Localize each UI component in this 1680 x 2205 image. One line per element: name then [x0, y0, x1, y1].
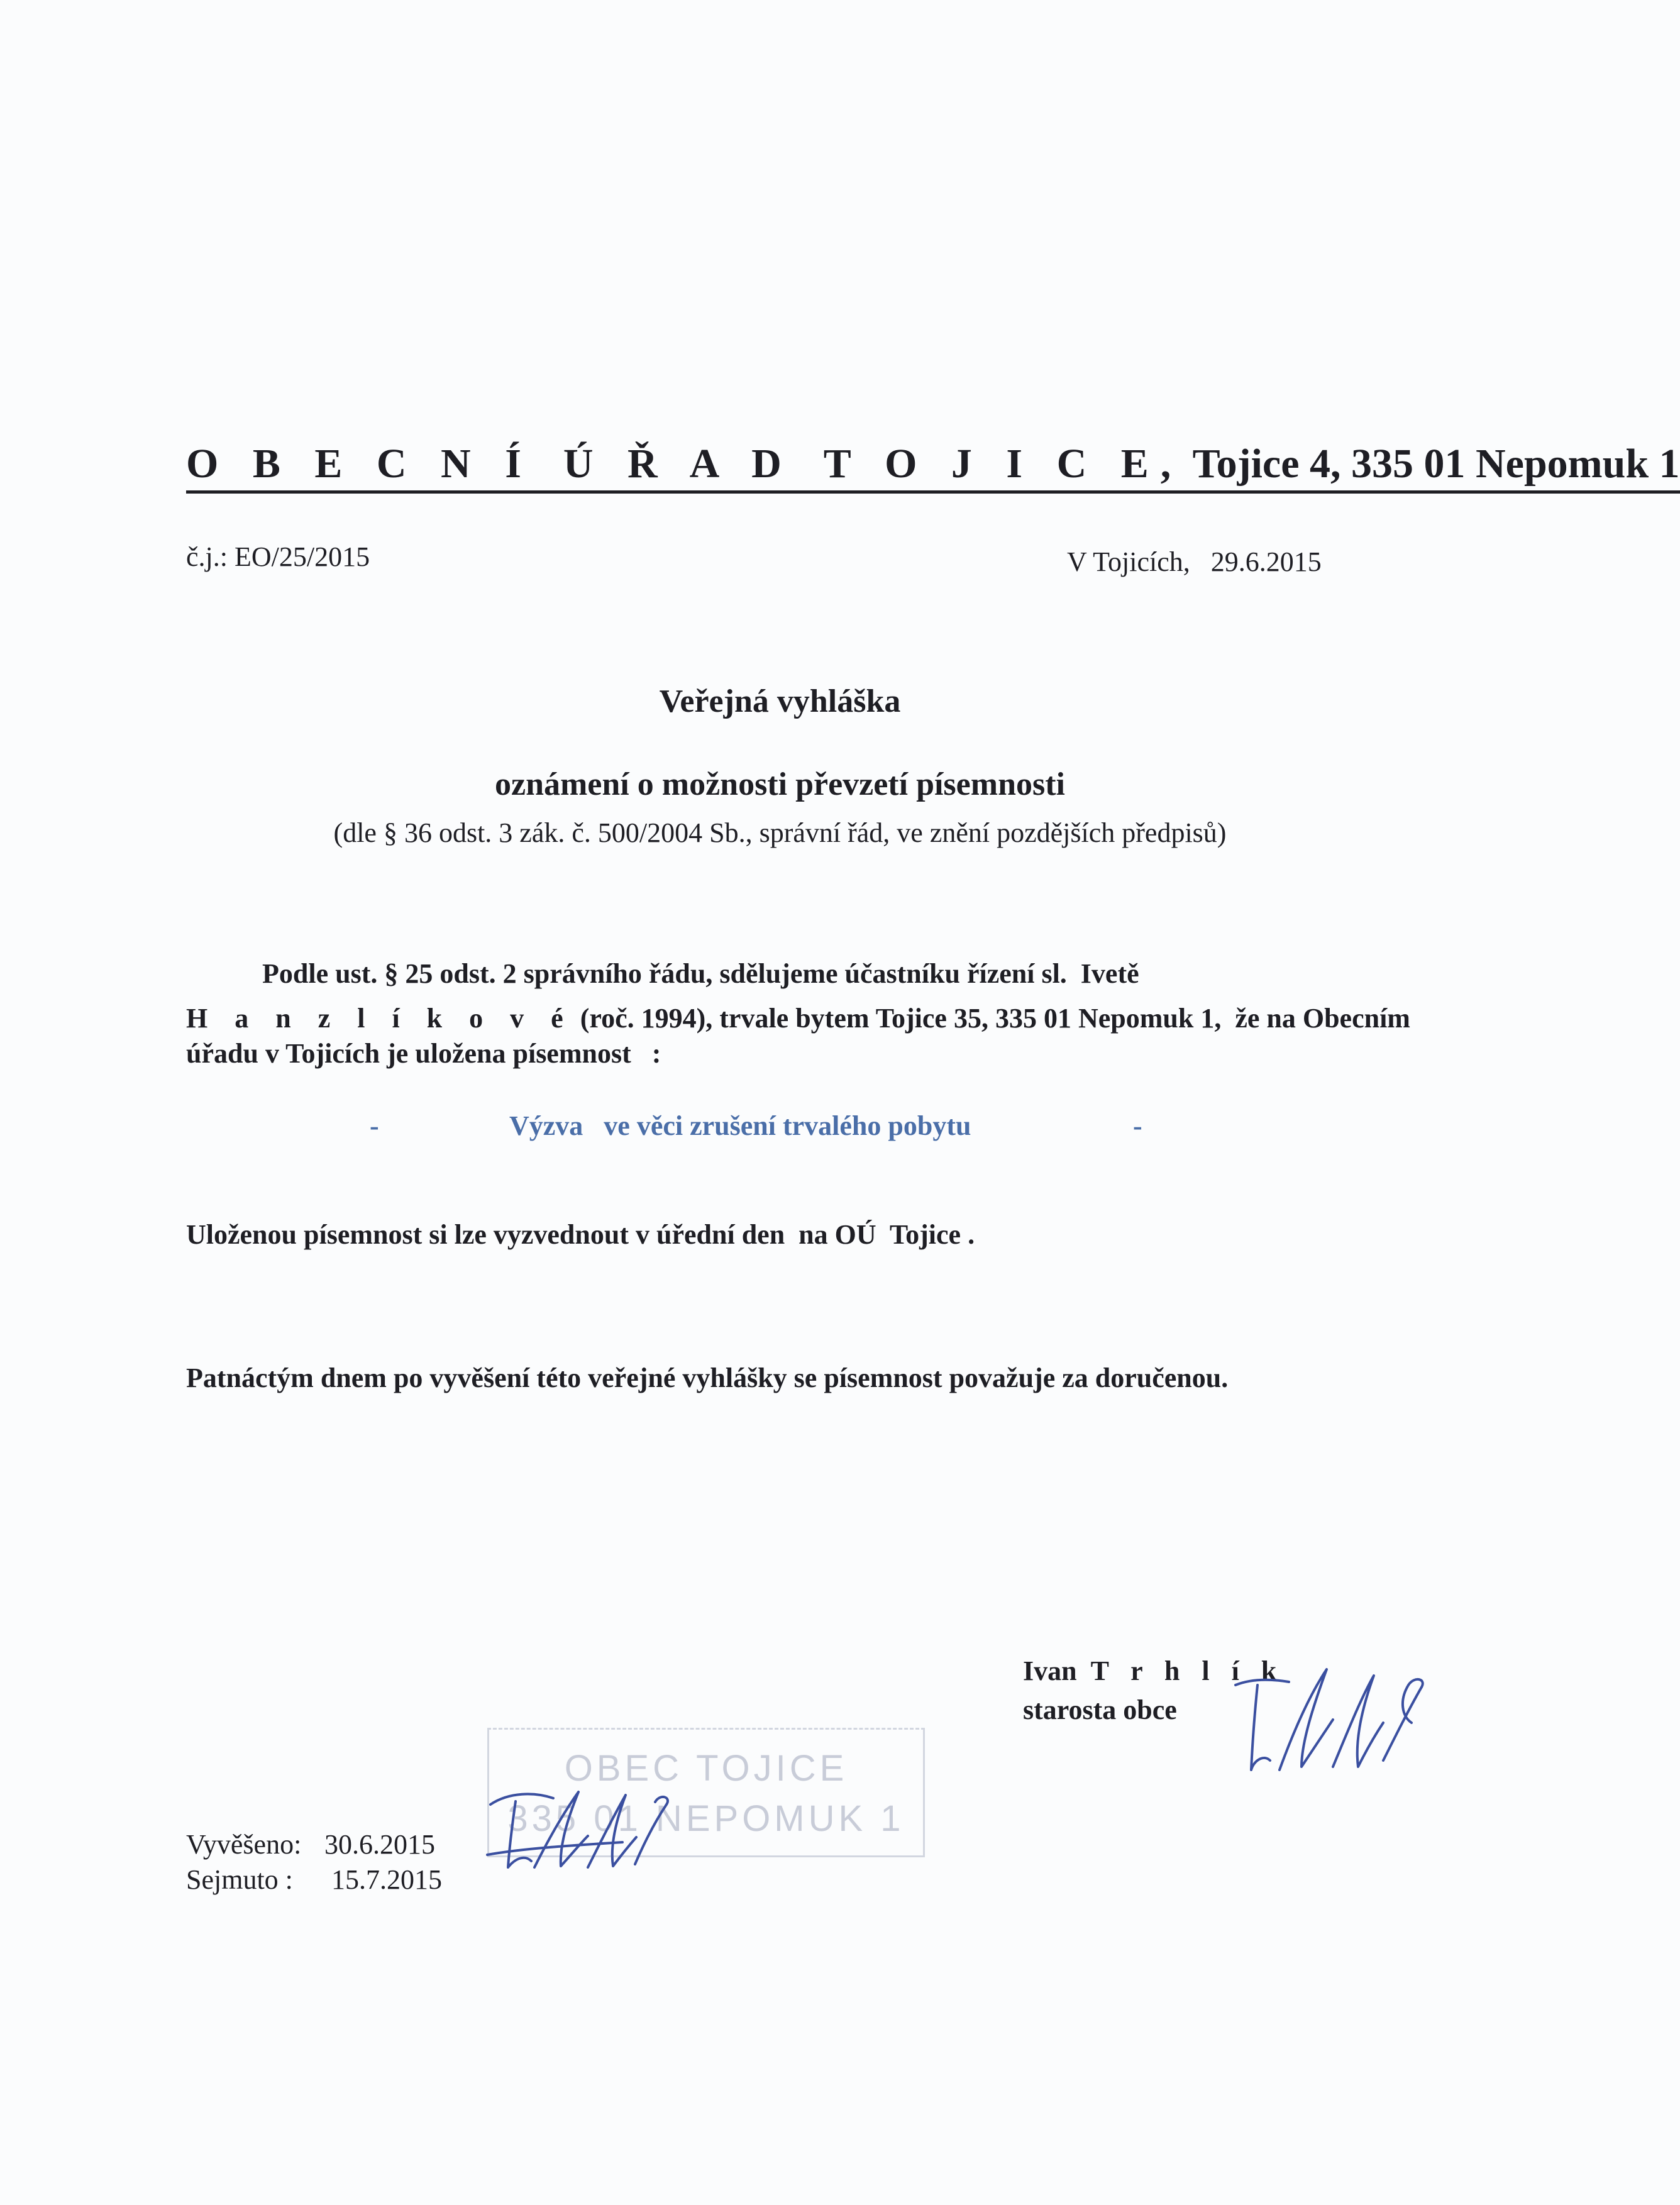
posted-date: 30.6.2015: [324, 1829, 435, 1860]
signer-surname: T r h l í k: [1090, 1655, 1285, 1686]
posting-dates: [186, 1827, 442, 1898]
document-subject: Výzva ve věci zrušení trvalého pobytu: [509, 1110, 971, 1141]
mayor-signature: [1232, 1660, 1434, 1786]
subject-dash-left: -: [370, 1110, 379, 1141]
removed-label: Sejmuto :: [186, 1864, 293, 1895]
signer-role: starosta obce: [1023, 1694, 1177, 1725]
document-subtitle: oznámení o možnosti převzetí písemnosti: [494, 766, 1065, 802]
stamp-line-1: OBEC TOJICE: [564, 1748, 848, 1789]
removed-date: 15.7.2015: [331, 1864, 442, 1895]
header-office: Ú Ř A D: [563, 441, 793, 487]
header-town: T O J I C E,: [823, 441, 1183, 487]
office-header: [186, 439, 1680, 494]
posted-label: Vyvěšeno:: [186, 1829, 302, 1860]
body-line-2: [186, 1002, 1410, 1034]
reference-number: č.j.: EO/25/2015: [186, 541, 370, 572]
stamp-line-2: 335 01 NEPOMUK 1: [507, 1798, 905, 1839]
document-title: Veřejná vyhláška: [659, 683, 901, 719]
subject-dash-right: -: [1133, 1110, 1142, 1141]
place-date: V Tojicích, 29.6.2015: [1067, 546, 1322, 577]
header-address: Tojice 4, 335 01 Nepomuk 1: [1192, 441, 1680, 487]
pickup-notice: Uloženou písemnost si lze vyzvednout v úřední den na OÚ Tojice .: [186, 1219, 975, 1250]
legal-basis: (dle § 36 odst. 3 zák. č. 500/2004 Sb., správní řád, ve znění pozdějších předpisů): [333, 817, 1227, 848]
header-org: O B E C N Í: [186, 441, 533, 487]
stamp-signature: [484, 1779, 673, 1880]
signer-first-name: Ivan: [1023, 1655, 1077, 1686]
recipient-name: H a n z l í k o v é: [186, 1003, 573, 1034]
body-line-2-rest: (roč. 1994), trvale bytem Tojice 35, 335 01 Nepomuk 1, že na Obecním: [573, 1003, 1410, 1034]
body-line-3: úřadu v Tojicích je uložena písemnost :: [186, 1038, 661, 1069]
body-line-1: Podle ust. § 25 odst. 2 správního řádu, sdělujeme účastníku řízení sl. Ivetě: [262, 958, 1139, 989]
delivery-notice: Patnáctým dnem po vyvěšení této veřejné vyhlášky se písemnost považuje za doručenou.: [186, 1362, 1229, 1393]
